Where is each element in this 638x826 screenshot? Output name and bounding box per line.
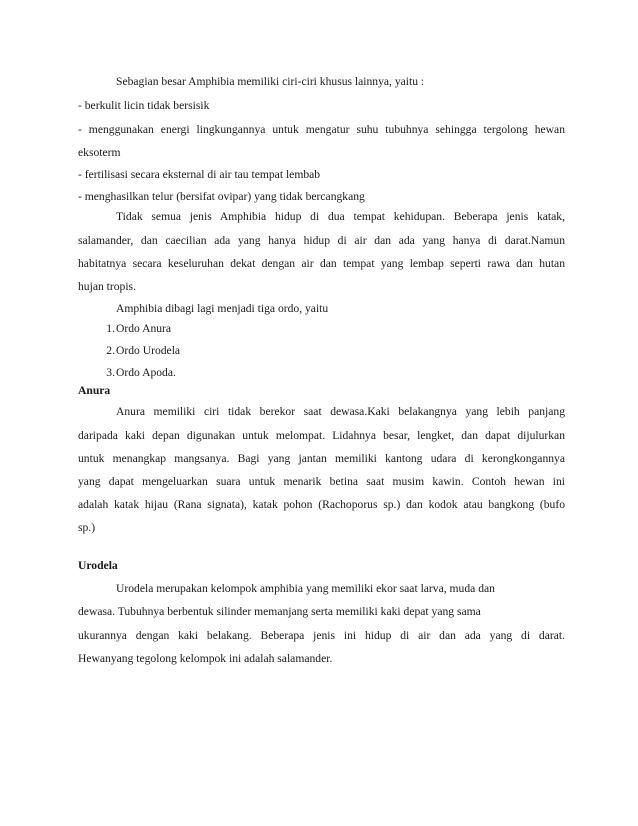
anura-paragraph-line: Anura memiliki ciri tidak berekor saat dewasa.Kaki belakangnya yang lebih panjang bbox=[116, 405, 565, 418]
list-number: 2. bbox=[106, 344, 115, 357]
trait-item: - menggunakan energi lingkungannya untuk mengatur suhu tubuhnya sehingga tergolong hewan bbox=[78, 123, 565, 136]
trait-item-continuation: eksoterm bbox=[78, 146, 121, 159]
anura-paragraph-line: daripada kaki depan digunakan untuk melompat. Lidahnya besar, lengket, dan dapat dijulurkan bbox=[78, 429, 565, 442]
anura-paragraph-line: adalah katak hijau (Rana signata), katak pohon (Rachoporus sp.) dan kodok atau bangkong (bufo bbox=[78, 498, 565, 511]
order-name: Ordo Anura bbox=[116, 322, 172, 335]
division-intro: Amphibia dibagi lagi menjadi tiga ordo, yaitu bbox=[116, 302, 329, 315]
anura-paragraph-line: untuk menangkap mangsanya. Bagi yang jantan memiliki kantong udara di kerongkongannya bbox=[78, 452, 565, 465]
urodela-paragraph-line: dewasa. Tubuhnya berbentuk silinder memanjang serta memiliki kaki depat yang sama bbox=[78, 605, 481, 618]
list-number: 3. bbox=[106, 366, 115, 379]
intro-text: Sebagian besar Amphibia memiliki ciri-ciri khusus lainnya, yaitu : bbox=[116, 75, 425, 88]
anura-heading: Anura bbox=[78, 384, 111, 397]
habitat-paragraph-line: hujan tropis. bbox=[78, 280, 136, 293]
urodela-heading: Urodela bbox=[78, 559, 118, 572]
order-name: Ordo Apoda. bbox=[116, 366, 176, 379]
order-name: Ordo Urodela bbox=[116, 344, 181, 357]
anura-paragraph-line: sp.) bbox=[78, 521, 96, 534]
anura-paragraph-line: yang dapat mengeluarkan suara untuk menarik betina saat musim kawin. Contoh hewan ini bbox=[78, 475, 565, 488]
urodela-paragraph-line: ukurannya dengan kaki belakang. Beberapa jenis ini hidup di air dan ada yang di darat. bbox=[78, 629, 565, 642]
trait-item: - menghasilkan telur (bersifat ovipar) yang tidak bercangkang bbox=[78, 190, 365, 203]
habitat-paragraph-line: salamander, dan caecilian ada yang hanya hidup di air dan ada yang hanya di darat.Namun bbox=[78, 234, 565, 247]
trait-item: - berkulit licin tidak bersisik bbox=[78, 99, 210, 112]
trait-item: - fertilisasi secara eksternal di air tau tempat lembab bbox=[78, 168, 321, 181]
urodela-paragraph-line: Hewanyang tegolong kelompok ini adalah salamander. bbox=[78, 652, 333, 665]
habitat-paragraph-line: Tidak semua jenis Amphibia hidup di dua tempat kehidupan. Beberapa jenis katak, bbox=[116, 210, 565, 223]
urodela-paragraph-line: Urodela merupakan kelompok amphibia yang memiliki ekor saat larva, muda dan bbox=[116, 582, 495, 595]
habitat-paragraph-line: habitatnya secara keseluruhan dekat dengan air dan tempat yang lembap seperti rawa dan hutan bbox=[78, 257, 565, 270]
document-page bbox=[78, 0, 565, 826]
list-number: 1. bbox=[106, 322, 115, 335]
